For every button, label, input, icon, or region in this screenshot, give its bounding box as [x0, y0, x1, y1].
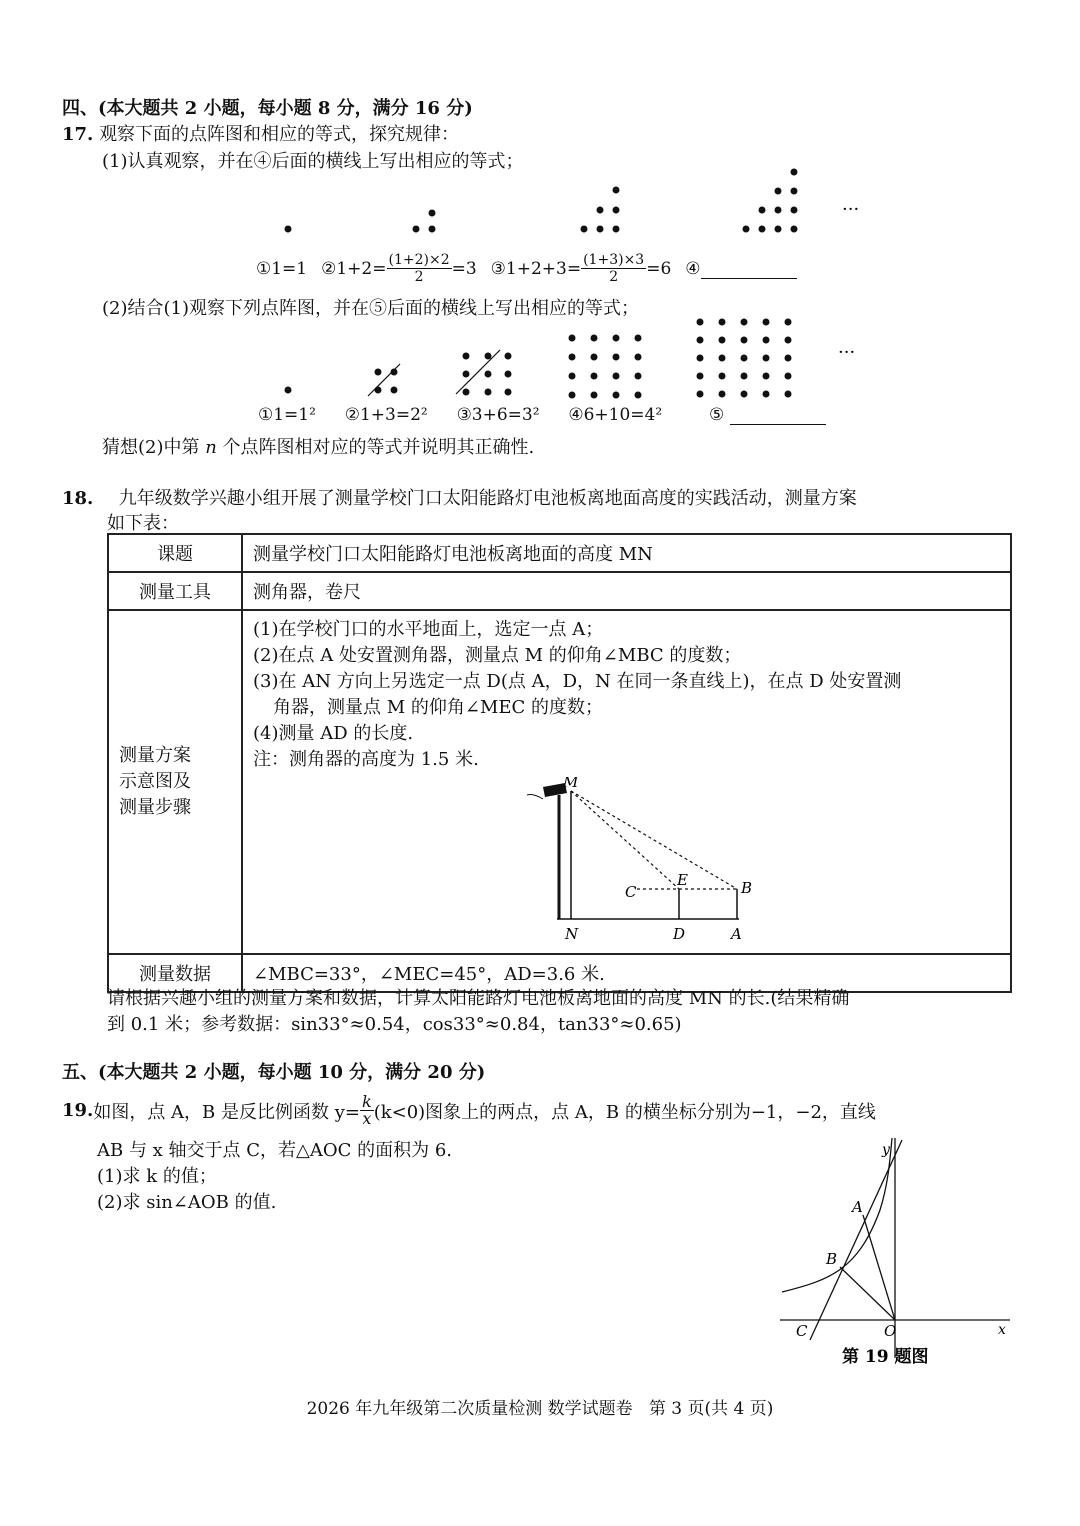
topic-value: 测量学校门口太阳能路灯电池板离地面的高度 MN [242, 534, 1011, 572]
label-C: C [796, 1322, 808, 1340]
dot [485, 353, 492, 360]
label-x: x [998, 1322, 1006, 1338]
table-row [108, 610, 1011, 954]
dot [597, 207, 604, 214]
dot [505, 371, 512, 378]
dot [463, 371, 470, 378]
dot [285, 226, 292, 233]
table-row [108, 572, 1011, 610]
dot [775, 207, 782, 214]
dot-grid-4x4 [569, 335, 642, 399]
dot [375, 369, 382, 376]
dot [597, 226, 604, 233]
q17-equations-row1 [256, 252, 797, 285]
dot [763, 337, 770, 344]
dot [635, 354, 642, 361]
dot [719, 319, 726, 326]
topic-label: 课题 [108, 534, 242, 572]
eq1-2-denominator: 2 [414, 269, 424, 285]
dot [613, 226, 620, 233]
measurement-plan-table [107, 533, 1012, 993]
dot [591, 354, 598, 361]
dot-grid-5x5 [697, 319, 792, 398]
step-1: (1)在学校门口的水平地面上，选定一点 A； [253, 619, 604, 640]
dot [613, 354, 620, 361]
dot [613, 335, 620, 342]
eq1-3-numerator: (1+3)×3 [583, 252, 645, 268]
dot [697, 373, 704, 380]
q17-conjecture [102, 433, 534, 459]
dot [569, 373, 576, 380]
step-2: (2)在点 A 处安置测角器，测量点 M 的仰角∠MBC 的度数； [253, 645, 742, 666]
eq1-3-suffix: =6 [646, 258, 672, 279]
dot [785, 373, 792, 380]
dot [719, 337, 726, 344]
q19-part2: (2)求 sin∠AOB 的值. [97, 1192, 277, 1213]
q17-equations-row2 [258, 405, 826, 425]
eq1-3-fraction [581, 252, 646, 285]
answer-blank-5[interactable] [730, 406, 826, 425]
measurement-diagram [521, 777, 821, 949]
dot [413, 226, 420, 233]
q18-stem-text: 九年级数学兴趣小组开展了测量学校门口太阳能路灯电池板离地面高度的实践活动，测量方案 [118, 488, 857, 509]
eq1-3-denominator: 2 [609, 269, 619, 285]
eq2-4: ④6+10=4² [568, 405, 663, 425]
dot [719, 391, 726, 398]
dot [635, 335, 642, 342]
dot [391, 387, 398, 394]
q18-number: 18. [62, 488, 94, 509]
dot [791, 188, 798, 195]
answer-blank-4[interactable] [701, 258, 797, 279]
label-E: E [677, 871, 688, 889]
q19-stem-line2: AB 与 x 轴交于点 C，若△AOC 的面积为 6. [97, 1140, 453, 1161]
dot [485, 389, 492, 396]
plan-label-3: 测量步骤 [119, 797, 191, 818]
eq1-2-prefix: ②1+2= [321, 258, 387, 279]
line-AB [810, 1140, 902, 1340]
q19-frac-num: k [361, 1092, 372, 1111]
dot [741, 373, 748, 380]
q18-stem-line1 [62, 484, 857, 510]
dot [429, 226, 436, 233]
table-row [108, 534, 1011, 572]
plan-label-2: 示意图及 [119, 771, 191, 792]
plan-label [108, 610, 242, 954]
eq1-2-suffix: =3 [451, 258, 477, 279]
dot [763, 373, 770, 380]
conjecture-text-b: 个点阵图相对应的等式并说明其正确性. [222, 437, 535, 458]
plan-label-1: 测量方案 [119, 745, 191, 766]
dot [759, 207, 766, 214]
label-N: N [565, 925, 579, 943]
eq2-1: ①1=1² [258, 405, 316, 425]
ellipsis-1: ··· [842, 199, 860, 220]
hyperbola-curve [782, 1138, 892, 1292]
q19-figure [770, 1130, 1020, 1370]
dot [635, 373, 642, 380]
step-4: (4)测量 AD 的长度. [253, 723, 414, 744]
dot [375, 387, 382, 394]
section5-heading: 五、(本大题共 2 小题，每小题 10 分，满分 20 分) [62, 1062, 486, 1083]
dot [791, 226, 798, 233]
lamp-arm-icon [527, 795, 543, 800]
line-MB [571, 791, 737, 889]
eq2-3: ③3+6=3² [456, 405, 540, 425]
dot [505, 353, 512, 360]
dot [785, 319, 792, 326]
q17-number: 17. [62, 124, 94, 145]
dot [775, 188, 782, 195]
dot [569, 335, 576, 342]
dot [463, 389, 470, 396]
dot [719, 355, 726, 362]
eq1-2-fraction [387, 252, 452, 285]
dot [741, 337, 748, 344]
dot [791, 207, 798, 214]
q18-ask-line2: 到 0.1 米；参考数据：sin33°≈0.54，cos33°≈0.84，tan33°≈0.65) [107, 1014, 682, 1035]
label-y: y [882, 1142, 890, 1158]
eq1-1: ①1=1 [256, 258, 308, 279]
dot [719, 373, 726, 380]
q19-part1: (1)求 k 的值； [97, 1166, 217, 1187]
label-A: A [852, 1198, 863, 1216]
label-C: C [625, 883, 637, 901]
dot [763, 391, 770, 398]
eq1-3-prefix: ③1+2+3= [490, 258, 582, 279]
q17-part1: (1)认真观察，并在④后面的横线上写出相应的等式； [102, 151, 524, 172]
dot [741, 355, 748, 362]
dot [759, 226, 766, 233]
dot [463, 353, 470, 360]
dot [569, 354, 576, 361]
q17-dot-figures-row1 [0, 0, 1080, 460]
conjecture-text-a: 猜想(2)中第 [102, 437, 200, 458]
dot [591, 335, 598, 342]
dot [613, 392, 620, 399]
dot [485, 371, 492, 378]
note: 注：测角器的高度为 1.5 米. [253, 749, 479, 770]
page-footer: 2026 年九年级第二次质量检测 数学试题卷 第 3 页(共 4 页) [306, 1399, 774, 1419]
dot [743, 226, 750, 233]
figure-caption: 第 19 题图 [842, 1347, 929, 1367]
dot [741, 319, 748, 326]
label-M: M [563, 777, 579, 791]
plan-content [242, 610, 1011, 954]
label-B: B [741, 879, 753, 897]
conjecture-n: n [205, 437, 217, 458]
data-label: 测量数据 [108, 954, 242, 992]
dot [569, 392, 576, 399]
dot [775, 226, 782, 233]
label-O: O [884, 1322, 897, 1340]
q17-stem-text: 观察下面的点阵图和相应的等式，探究规律： [99, 124, 460, 145]
data-value: ∠MBC=33°，∠MEC=45°，AD=3.6 米. [242, 954, 1011, 992]
line-ME [571, 791, 679, 889]
dot [791, 169, 798, 176]
q18-stem-line2: 如下表： [107, 513, 179, 534]
tools-value: 测角器，卷尺 [242, 572, 1011, 610]
q19-frac-den: x [362, 1109, 372, 1128]
dot [591, 373, 598, 380]
dot [613, 187, 620, 194]
q19-stem-a: 如图，点 A，B 是反比例函数 y= [93, 1101, 360, 1123]
dot [785, 337, 792, 344]
tools-label: 测量工具 [108, 572, 242, 610]
eq2-5: ⑤ [709, 405, 725, 425]
dot [763, 319, 770, 326]
q18-ask-line1: 请根据兴趣小组的测量方案和数据，计算太阳能路灯电池板离地面的高度 MN 的长.(结果精确 [107, 988, 850, 1009]
dot [741, 391, 748, 398]
q19-fraction [360, 1094, 374, 1127]
dot [785, 355, 792, 362]
label-B: B [826, 1250, 838, 1268]
step-3b: 角器，测量点 M 的仰角∠MEC 的度数； [273, 697, 604, 718]
dot [697, 355, 704, 362]
dot [581, 226, 588, 233]
q17-part2: (2)结合(1)观察下列点阵图，并在⑤后面的横线上写出相应的等式； [102, 298, 639, 319]
dot [505, 389, 512, 396]
dot [763, 355, 770, 362]
dot [635, 392, 642, 399]
dot [285, 387, 292, 394]
dot [785, 391, 792, 398]
eq2-2: ②1+3=2² [344, 405, 428, 425]
section4-heading: 四、(本大题共 2 小题，每小题 8 分，满分 16 分) [62, 98, 473, 119]
plan-steps [253, 617, 1000, 773]
dot [429, 210, 436, 217]
eq1-2-numerator: (1+2)×2 [388, 252, 450, 268]
ellipsis-2: ··· [838, 342, 856, 363]
q19-stem-line1 [62, 1094, 876, 1127]
step-3a: (3)在 AN 方向上另选定一点 D(点 A，D，N 在同一条直线上)，在点 D 处安置测 [253, 671, 902, 692]
dot [697, 337, 704, 344]
eq1-4: ④ [685, 258, 701, 279]
dot [697, 391, 704, 398]
label-A: A [731, 925, 742, 943]
label-D: D [673, 925, 686, 943]
dot [613, 373, 620, 380]
dot [613, 207, 620, 214]
dot [697, 319, 704, 326]
q19-number: 19. [62, 1100, 94, 1121]
dot [591, 392, 598, 399]
q19-stem-b: (k<0)图象上的两点，点 A，B 的横坐标分别为−1，−2，直线 [373, 1101, 876, 1123]
